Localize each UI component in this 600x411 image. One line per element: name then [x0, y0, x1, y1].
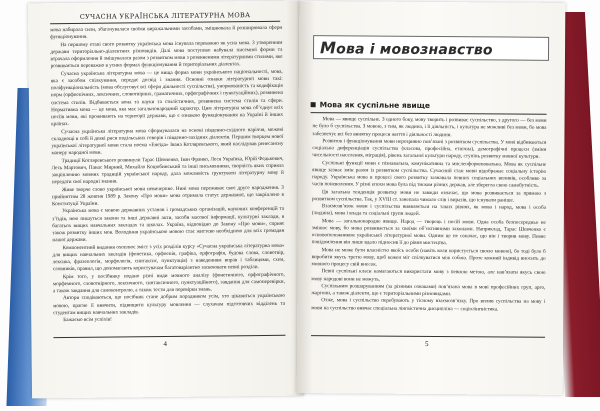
paragraph: Мова — явище суспільне. З одного боку, мову творить і розвиває суспільство, з другого — без мови не було б суспільства. З мовою, з тим, як людина, і її діяльність, і культура не можливі без мови, бо мова забезпечує всі без винятку процеси життя і діяльності людини.	[312, 116, 547, 138]
paragraph: Традиції Котляревського розвинули Тарас Шевченко, Іван Франко, Леся Українка, Юрій Федькович, Лесь Мартович, Панас Мирний, Михайло Коцюбинський та інші письменники, творчість яких сприяла закріпленню мовних традицій української народу, дала можливість ґрунтувати літературну мову й передати свої народні знання.	[51, 155, 284, 186]
paragraph: Суспільним розшаруванням (за різними ознаками) пов’язана мова в мові професійних груп, арго, жаргони, а також діалекти, що є територіальними різновидами.	[311, 282, 546, 298]
chapter-initial: М	[319, 38, 337, 58]
paragraph: Мова — загальнонародне явище. Народ — творець і носій мови. Одна особа безпосередньо не змінює мову, бо мова розвивається за своїми об’єктивними законами. Наприклад, Тарас Шевченко є основоположником української літературної мови. Одним це не означає, що він і творив мову. Певне повідомлення він лише вдало підносив її до рівня мистецтва.	[311, 217, 546, 247]
page-number: 4	[163, 339, 168, 349]
section-heading	[311, 100, 430, 110]
left-page	[28, 1, 304, 399]
right-page-text	[311, 116, 546, 313]
paragraph: Сучасна українська літературна мова сформувалася на основі південно-східного наріччя, межові складнощі в собі й деякі риси подільських говорів і південно-західних діалектів. Першим творцем нової української літературної мови стала поема «Енеїда» Івана Котляревського, який наслідував ренесансну манеру народної мови.	[51, 126, 284, 157]
section-title: Мова як суспільне явище	[319, 100, 431, 110]
left-page-text	[50, 25, 285, 325]
paragraph: Сучасна українська літературна мова — це вища форма мови українського національності, мова, яка є засобом спілкування, передає досвід і знання. Основні ознаки літературної мови такі: поліфункціональність (мова обслуговує всі сфери діяльності суспільства), унормованість та кодифікація норм (орфоепічних, лексичних, словотвірних, граматичних, орфографічних і пунктуаційних), розвинена система стилів. Відбивається вона та науки та стилістичних, розвинена система стилів та сфери. Нормативна мова — це мова, яка має загальнонародний характер. Цим літературна мова об’єднує всіх носіїв мови, які проживають на території держави, що є ознакою функціонування на Україні й інших країнах.	[50, 68, 284, 128]
paragraph: Взаємозв’язок мови і суспільства виявляється на таких рівнях, як мова і народ, мова і особа (людина), мова і влада та соціальні групи людей.	[311, 203, 546, 218]
paragraph: Певні суспільні класи намагаються використати мову з певною метою, але нав’язати якусь свою мову народові вони не можуть.	[311, 268, 546, 283]
paragraph: На першому етапі свого розвитку українська мова існувала переважно як усна мова. З утворенням держави територіально-діалектних різновидів. Далі мова поступово набувала писемної форми та втрачала оформлення й змішувалася разом з розвитком мови з розвиненими літературними стилями, яке розвивається переважно в усних формах функціонування й територіальних діалектах.	[50, 39, 283, 70]
paragraph: Живе творче слово української мови невичерпне. Нині мова переживає своє друге народження. З прийняттям 28 жовтня 1989 р. Закону «Про мови» мова отримала статус державної, що закріплено в Конституції України.	[51, 184, 284, 208]
paragraph: Отже, мова і суспільство перебувають у тісному взаємозв’язку. Про вплив суспільства на мову і мови на суспільство вивчає спеціальна лінгвістична дисципліна — соціолінгвістика.	[311, 297, 546, 312]
right-page	[297, 1, 566, 395]
footer-rule	[53, 335, 285, 338]
chapter-heading-box	[313, 35, 549, 61]
paragraph: Ця загальна тенденція розвитку мови не завжди означає, що мова розвивається за прямою з розвитком суспільства. Так, у XVIII ст. занепала чимало слів і виразів, що існували раніше.	[311, 188, 547, 204]
paragraph: Мова не може бути власністю якоїсь особи (навіть коли користується своєю мовою), бо тоді було б виробити якусь третю мову, щоб кожен міг спілкуватися між собою. Проте кожний індивід вносить до мовного процесу свій внесок.	[311, 246, 546, 268]
paragraph: Автори сподіваються, що посібник стане добрим порадником усім, хто цікавиться українською мовою, прагне її вивчити, підвищити культуру мовлення — слухачам підготовчих відділень та студентам вищих навчальних закладів.	[53, 293, 286, 316]
chapter-title	[320, 38, 493, 58]
running-head: СУЧАСНА УКРАЇНСЬКА ЛІТЕРАТУРНА МОВА	[50, 11, 280, 24]
bullet-square-icon	[311, 102, 316, 107]
paragraph: Компонентний видання охоплює зміст з усіх розділів курсу «Сучасна українська літературна мова» для вищих навчальних закладів (фонетика, орфоепія, графіка, орфографія, будова слова, словотвір, лексика, фразеологія, морфологія, синтаксис, пунктуація) з наведенням вправ і таблицями, схем, словників, правил, що допомагають користувачам багатоваріантно засвоювати певні розділи.	[52, 242, 285, 273]
footer-rule	[311, 335, 545, 338]
page-number: 5	[424, 339, 429, 348]
chapter-title-rest: ова і мовознавство	[336, 41, 493, 59]
paragraph: мова набирала сили, збагачувалася своїми виражальними засобами, зміцнювала й розширювала сфери функціонування.	[50, 24, 283, 41]
paragraph: Крім того, у посібнику подано різні види мовного аналізу (фонетичного, орфографічного, морфемного, словотвірного, лексичного, синтаксичного, пунктуаційного), завдання для самоперевірки, а також завдання для самоконтролю, а також тести для перевірки знань.	[52, 271, 285, 295]
paragraph: Українська мова є мовою державних установ і громадських організацій, наукових конференцій та з’їздів, нею пишуться закони та інші державні акти, засоби масової інформації, культурні заклади, в багатьох вищих навчальних закладах та школах. Україна, відповідно до Закону «Про мови», сприяє також розвитку інших мов. Володіння українською мовою стає життєво необхідною для всіх громадян нашої держави.	[52, 206, 285, 244]
paragraph: Бажаємо всім успіхів!	[63, 316, 112, 324]
section-rule	[311, 112, 547, 115]
paragraph: Розвиток і функціонування мови нерозривно пов’язані з розвитком суспільства. У мові відбиваються соціальна диференціація суспільства (класова, професійна, етнічна), демографічні процеси (зміни чисельності населення, міграція), рівень загальної культури народу, ступінь розвитку мовної культури.	[312, 137, 547, 161]
paragraph: Суспільні функції мови є пізнавальна, комунікативна та мислеоформлювальна. Мова як суспільне явище зазнає змін разом із розвитком суспільства. Сучасний стан мови відображає соціальну історію народу. Українська мова в процесі свого розвитку зазнавала певних соціальних впливів, особливо за часів поневолення. У різні епохи мова була під тиском різних держав, але зберегла свою самобутність.	[312, 159, 547, 190]
